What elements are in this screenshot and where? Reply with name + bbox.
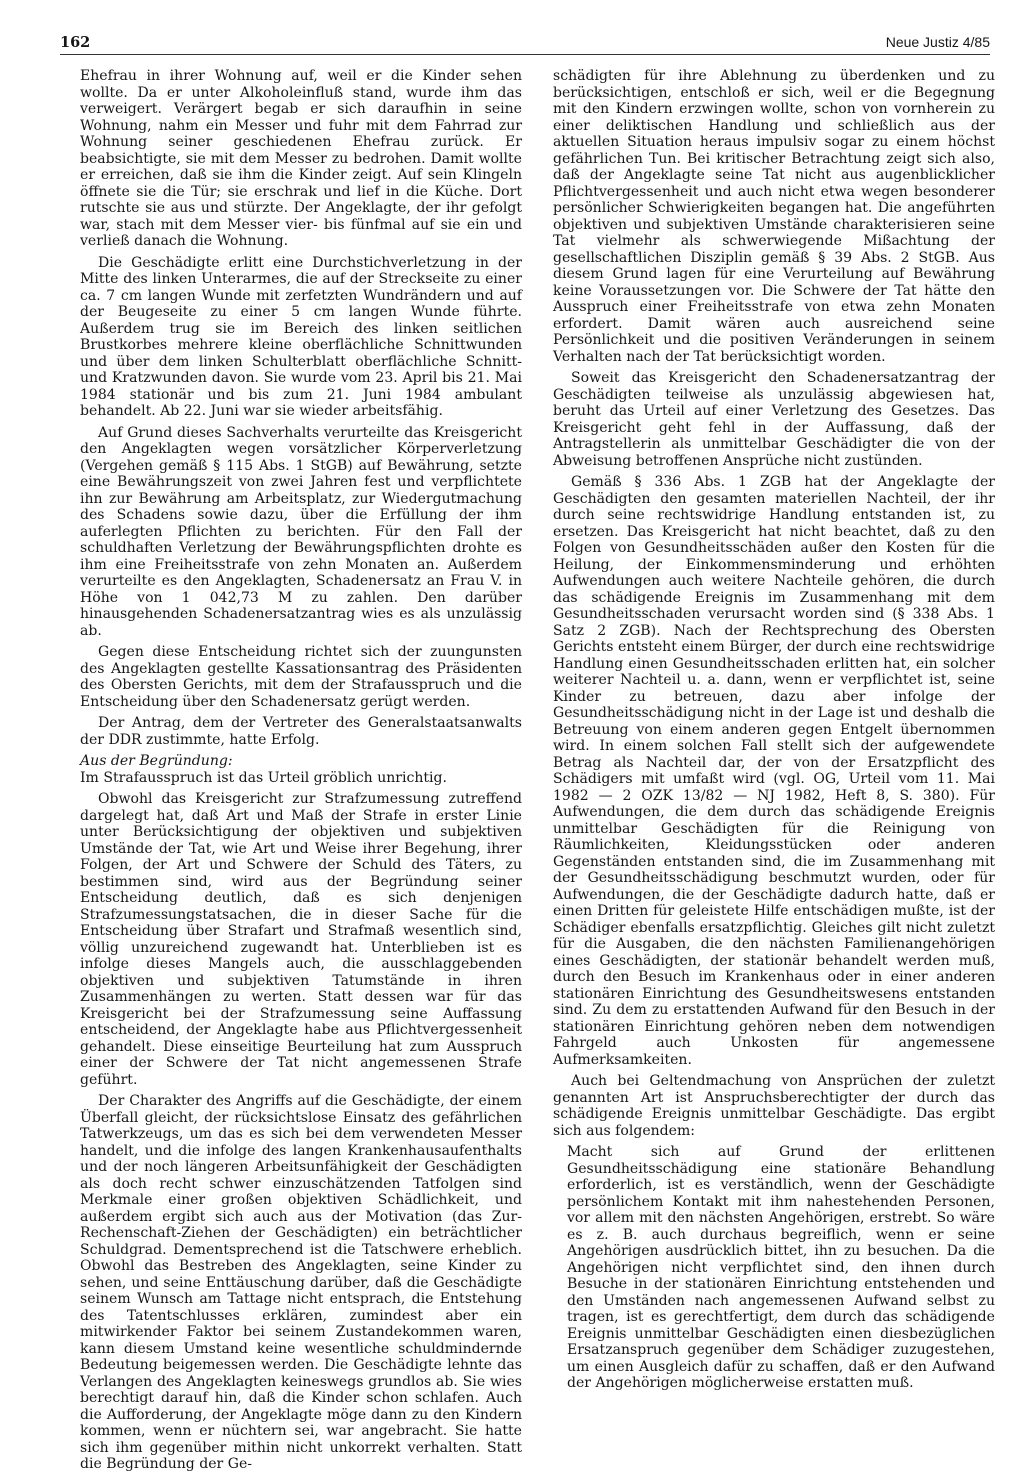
journal-reference: Neue Justiz 4/85 — [885, 34, 990, 50]
paragraph: schädigten für ihre Ablehnung zu überdenken und zu berücksichtigen, entschloß er sich, weil er die Begegnung mit den Kindern erzwingen wollte, schon von vornherein zu einer deliktischen Handlung und schließlich aus der aktuellen Situation heraus impulsiv sogar zu einem höchst gefährlichen Tun. Bei kritischer Betrachtung zeigt sich also, daß der Angeklagte seine Tat nicht aus augenblicklicher Pflichtvergessenheit und auch nicht etwa wegen besonderer persönlicher Schwierigkeiten begangen hat. Die angeführten objektiven und subjektiven Umstände charakterisieren seine Tat vielmehr als schwerwiegende Mißachtung der gesellschaftlichen Disziplin gemäß § 39 Abs. 2 StGB. Aus diesem Grund lagen für eine Verurteilung auf Bewährung keine Voraussetzungen vor. Die Schwere der Tat hätte den Ausspruch einer Freiheitsstrafe von etwa zehn Monaten erfordert. Damit wären auch ausreichend seine Persönlichkeit und die positiven Veränderungen in seinem Verhalten nach der Tat berücksichtigt worden. — [553, 68, 995, 365]
section-heading: Aus der Begründung: — [80, 753, 233, 769]
paragraph: Der Charakter des Angriffs auf die Geschädigte, der einem Überfall gleicht, der rücksichtslose Einsatz des gefährlichen Tatwerkzeugs, um das es sich bei dem verwendeten Messer handelt, und die infolge des langen Krankenhausaufenthalts und der noch längeren Arbeitsunfähigkeit der Geschädigten als doch recht schwer einzuschätzenden Tatfolgen sind Merkmale einer großen objektiven Schädlichkeit, und außerdem ergibt sich auch aus der Motivation (das Zur-Rechenschaft-Ziehen der Geschädigten) ein beträchtlicher Schuldgrad. Dementsprechend ist die Tatschwere erheblich. Obwohl das Bestreben des Angeklagten, seine Kinder zu sehen, und seine Enttäuschung darüber, daß die Geschädigte seinem Wunsch am Tattage nicht entsprach, die Entstehung des Tatentschlusses erklären, zumindest aber ein mitwirkender Faktor bei seinem Zustandekommen waren, kann diesem Umstand keine wesentliche schuldmindernde Bedeutung beigemessen werden. Die Geschädigte lehnte das Verlangen des Angeklagten keineswegs grundlos ab. Sie wies berechtigt darauf hin, daß die Kinder schon schlafen. Auch die Aufforderung, der Angeklagte möge dann zu den Kindern kommen, wenn er nüchtern sei, war angebracht. Sie hatte sich ihm gegenüber mithin nicht unkorrekt verhalten. Statt die Begründung der Ge- — [80, 1093, 522, 1472]
paragraph: Gemäß § 336 Abs. 1 ZGB hat der Angeklagte der Geschädigten den gesamten materiellen Nachteil, der ihr durch seine rechtswidrige Handlung entstanden ist, zu ersetzen. Das Kreisgericht hat nicht beachtet, daß zu den Folgen von Gesundheitsschäden außer den Kosten für die Heilung, der Einkommensminderung und erhöhten Aufwendungen auch weitere Nachteile gehören, die durch das schädigende Ereignis im Zusammenhang mit dem Gesundheitsschaden verursacht worden sind (§ 338 Abs. 1 Satz 2 ZGB). Nach der Rechtsprechung des Obersten Gerichts entsteht einem Bürger, der durch eine rechtswidrige Handlung einen Gesundheitsschaden erlitten hat, ein solcher weiterer Nachteil u. a. dann, wenn er verpflichtet ist, seine Kinder zu betreuen, dazu aber infolge der Gesundheitsschädigung nicht in der Lage ist und deshalb die Betreuung von einem anderen gegen Entgelt übernommen wird. In einem solchen Fall stellt sich der aufgewendete Betrag als Nachteil dar, der von der Ersatzpflicht des Schädigers mit umfaßt wird (vgl. OG, Urteil vom 11. Mai 1982 — 2 OZK 13/82 — NJ 1982, Heft 8, S. 380). Für Aufwendungen, die dem durch das schädigende Ereignis unmittelbar Geschädigten für die Reinigung von Räumlichkeiten, Kleidungsstücken oder anderen Gegenständen entstanden sind, die im Zusammenhang mit der Gesundheitsschädigung beschmutzt wurden, oder für Aufwendungen, die der Geschädigte dadurch hatte, daß er einen Dritten für geleistete Hilfe entschädigen mußte, ist der Schädiger ebenfalls ersatzpflichtig. Gleiches gilt nicht zuletzt für die Ausgaben, die den nächsten Familienangehörigen eines Geschädigten, der stationär behandelt werden muß, durch den Besuch im Krankenhaus oder in einer anderen stationären Einrichtung des Gesundheitswesens entstanden sind. Zu dem zu erstattenden Aufwand für den Besuch in der stationären Einrichtung gehören neben dem notwendigen Fahrgeld auch Unkosten für angemessene Aufmerksamkeiten. — [553, 474, 995, 1068]
indented-paragraph: Macht sich auf Grund der erlittenen Gesundheitsschädigung eine stationäre Behandlung erforderlich, ist es verständlich, wenn der Geschädigte persönlichem Kontakt mit ihm nahestehenden Personen, vor allem mit den nächsten Angehörigen, erstrebt. So wäre es z. B. auch durchaus begreiflich, wenn er seine Angehörigen ausdrücklich bittet, ihn zu besuchen. Da die Angehörigen nicht verpflichtet sind, den ihnen durch Besuche in der stationären Einrichtung entstehenden und den Umständen nach angemessenen Aufwand selbst zu tragen, ist es gerechtfertigt, dem durch das schädigende Ereignis unmittelbar Geschädigten einen diesbezüglichen Ersatzanspruch gegenüber dem Schädiger zuzugestehen, um einen Ausgleich dafür zu schaffen, daß er den Aufwand der Angehörigen möglicherweise erstatten muß. — [567, 1144, 995, 1391]
paragraph: Im Strafausspruch ist das Urteil gröblich unrichtig. — [80, 769, 448, 786]
paragraph: Gegen diese Entscheidung richtet sich der zuungunsten des Angeklagten gestellte Kassationsantrag des Präsidenten des Obersten Gerichts, mit dem der Strafausspruch und die Entscheidung über den Schadenersatz gerügt werden. — [80, 644, 522, 710]
header-divider — [60, 54, 990, 55]
paragraph: Die Geschädigte erlitt eine Durchstichverletzung in der Mitte des linken Unterarmes, die auf der Streckseite zu einer ca. 7 cm langen Wunde mit zerfetzten Wundrändern und auf der Beugeseite zu einer 5 cm langen Wunde führte. Außerdem trug sie im Bereich des linken seitlichen Brustkorbes mehrere kleine oberflächliche Schnittwunden und über dem linken Schulterblatt oberflächliche Schnitt- und Kratzwunden davon. Sie wurde vom 23. April bis 21. Mai 1984 stationär und bis zum 21. Juni 1984 ambulant behandelt. Ab 22. Juni war sie wieder arbeitsfähig. — [80, 254, 522, 419]
page-number: 162 — [60, 34, 91, 51]
paragraph: Obwohl das Kreisgericht zur Strafzumessung zutreffend dargelegt hat, daß Art und Maß der Strafe in erster Linie unter Berücksichtigung der objektiven und subjektiven Umstände der Tat, wie Art und Weise ihrer Begehung, ihrer Folgen, der Art und Schwere der Schuld des Täters, zu bestimmen sind, wird aus der Begründung seiner Entscheidung deutlich, daß es sich denjenigen Strafzumessungstatsachen, die in dieser Sache für die Entscheidung über Strafart und Strafmaß wesentlich sind, völlig unzureichend zugewandt hat. Unterblieben ist es infolge dieses Mangels auch, die ausschlaggebenden objektiven und subjektiven Tatumstände in ihren Zusammenhängen zu werten. Statt dessen war für das Kreisgericht bei der Strafzumessung seine Auffassung entscheidend, der Angeklagte habe aus Pflichtvergessenheit gehandelt. Diese einseitige Beurteilung hat zum Ausspruch einer der Schwere der Tat nicht angemessenen Strafe geführt. — [80, 791, 522, 1088]
left-column — [80, 68, 522, 1478]
paragraph: Der Antrag, dem der Vertreter des Generalstaatsanwalts der DDR zustimmte, hatte Erfolg. — [80, 715, 522, 748]
page-header — [60, 30, 990, 56]
paragraph: Auch bei Geltendmachung von Ansprüchen der zuletzt genannten Art ist Anspruchsberechtigter der durch das schädigende Ereignis unmittelbar Geschädigte. Das ergibt sich aus folgendem: — [553, 1073, 995, 1139]
paragraph: Ehefrau in ihrer Wohnung auf, weil er die Kinder sehen wollte. Da er unter Alkoholeinfluß stand, wurde ihm das verweigert. Verärgert begab er sich daraufhin in seine Wohnung, nahm ein Messer und fuhr mit dem Fahrrad zur Wohnung seiner geschiedenen Ehefrau zurück. Er beabsichtigte, sie mit dem Messer zu bedrohen. Damit wollte er erreichen, daß sie ihm die Kinder zeigt. Auf sein Klingeln öffnete sie die Tür; sie erschrak und lief in die Küche. Dort rutschte sie aus und stürzte. Der Angeklagte, der ihr gefolgt war, stach mit dem Messer vier- bis fünfmal auf sie ein und verließ danach die Wohnung. — [80, 68, 522, 249]
paragraph: Auf Grund dieses Sachverhalts verurteilte das Kreisgericht den Angeklagten wegen vorsätzlicher Körperverletzung (Vergehen gemäß § 115 Abs. 1 StGB) auf Bewährung, setzte eine Bewährungszeit von zwei Jahren fest und verpflichtete ihn zur Bewährung am Arbeitsplatz, zur Wiedergutmachung des Schadens sowie dazu, über die Erfüllung der ihm auferlegten Pflichten zu berichten. Für den Fall der schuldhaften Verletzung der Bewährungspflichten drohte es ihm eine Freiheitsstrafe von zehn Monaten an. Außerdem verurteilte es den Angeklagten, Schadenersatz an Frau V. in Höhe von 1 042,73 M zu zahlen. Den darüber hinausgehenden Schadenersatzantrag wies es als unzulässig ab. — [80, 424, 522, 639]
paragraph: Soweit das Kreisgericht den Schadenersatzantrag der Geschädigten teilweise als unzulässig abgewiesen hat, beruht das Urteil auf einer Verletzung des Gesetzes. Das Kreisgericht geht fehl in der Auffassung, daß der Antragstellerin als unmittelbar Geschädigter die von der Abweisung betroffenen Ansprüche nicht zustünden. — [553, 370, 995, 469]
right-column — [553, 68, 995, 1397]
